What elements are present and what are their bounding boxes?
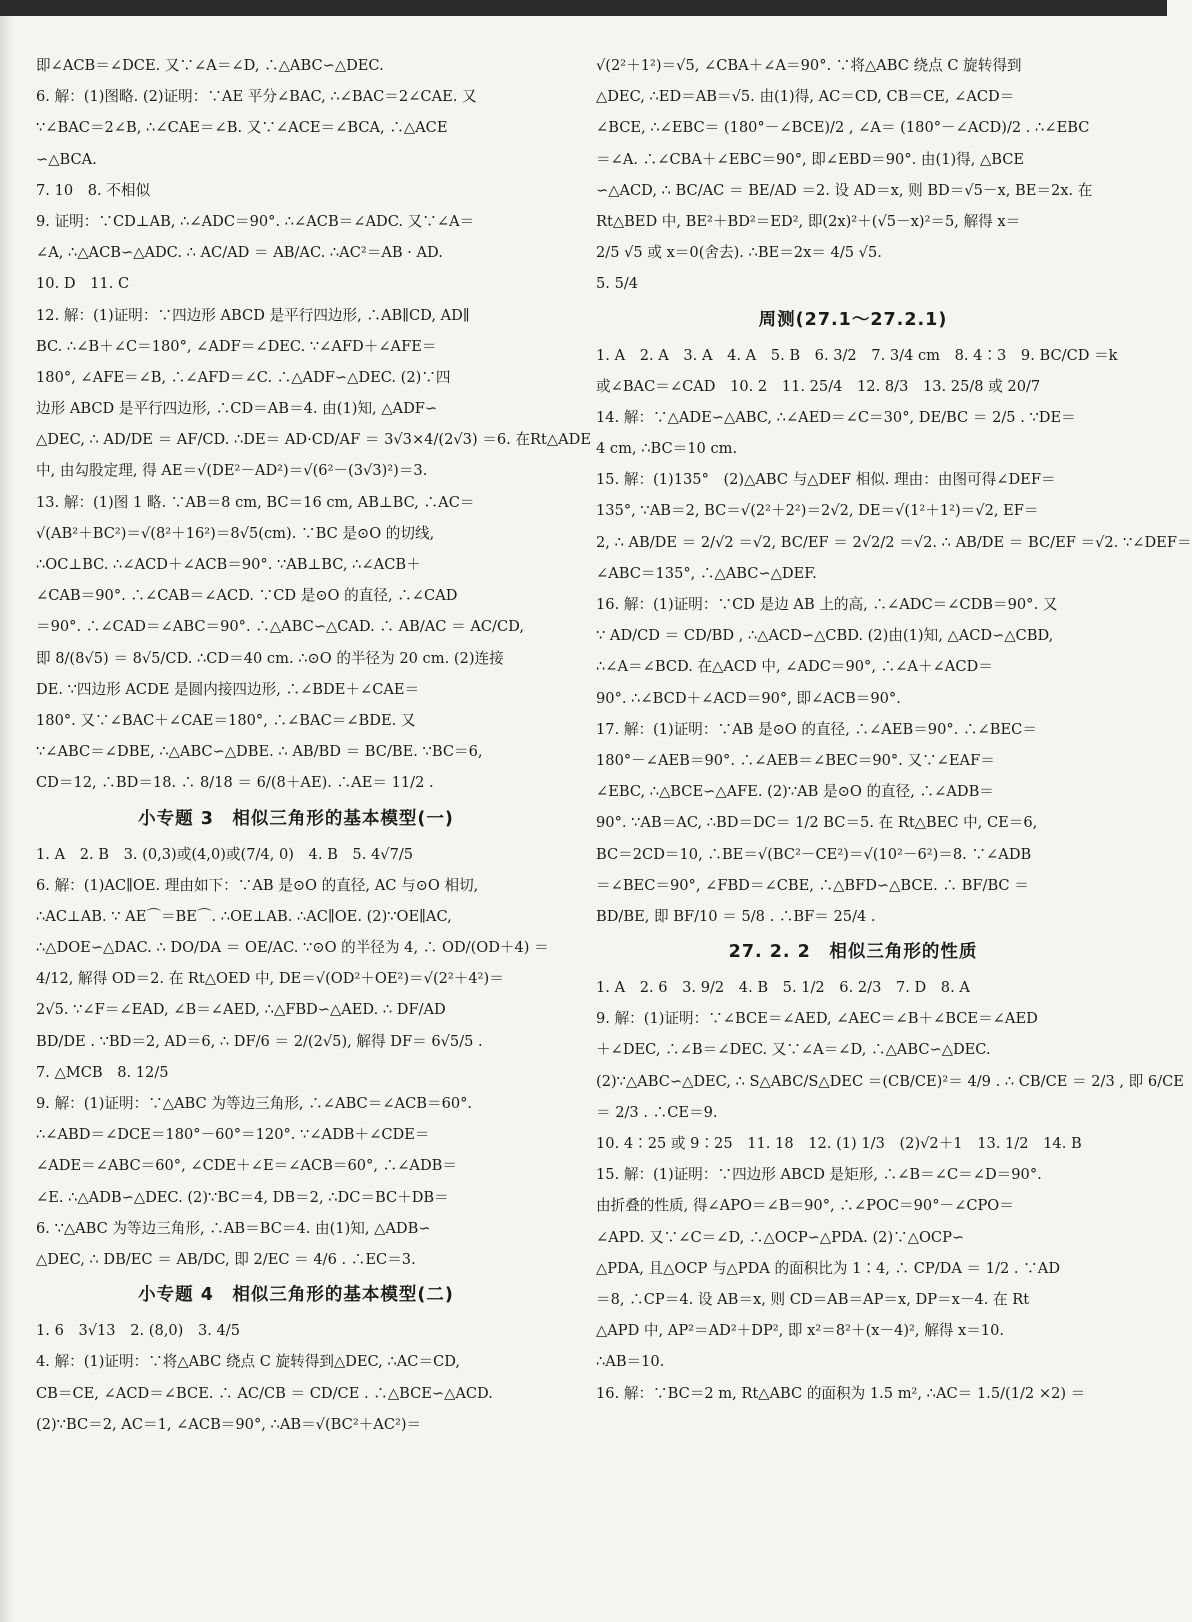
answer-line: 90°. ∵AB＝AC, ∴BD＝DC＝ 1/2 BC＝5. 在 Rt△BEC 中, CE＝6, [596, 814, 1038, 832]
answer-line: √(2²＋1²)＝√5, ∠CBA＋∠A＝90°. ∵将△ABC 绕点 C 旋转得到 [596, 57, 1022, 74]
answer-line: 1. 6 3√13 2. (8,0) 3. 4/5 [36, 1322, 240, 1340]
answer-line: 由折叠的性质, 得∠APO＝∠B＝90°, ∴∠POC＝90°－∠CPO＝ [596, 1197, 1014, 1215]
answer-line: 6. 解：(1)图略. (2)证明：∵AE 平分∠BAC, ∴∠BAC＝2∠CAE. 又 [36, 88, 477, 106]
answer-line: 即 8/(8√5) ＝ 8√5/CD. ∴CD＝40 cm. ∴⊙O 的半径为 20 cm. (2)连接 [36, 649, 504, 667]
answer-line: BC＝2CD＝10, ∴BE＝√(BC²－CE²)＝√(10²－6²)＝8. ∵∠ADB [596, 845, 1032, 863]
answer-line: 9. 解：(1)证明：∵∠BCE＝∠AED, ∠AEC＝∠B＋∠BCE＝∠AED [596, 1010, 1038, 1028]
answer-line: ＝8, ∴CP＝4. 设 AB＝x, 则 CD＝AB＝AP＝x, DP＝x－4. 在 Rt [596, 1290, 1030, 1308]
answer-line: (2)∵△ABC∽△DEC, ∴ S△ABC/S△DEC ＝(CB/CE)²＝ 4/9 . ∴ CB/CE ＝ 2/3 , 即 6/CE [596, 1072, 1184, 1090]
answer-line: 7. 10 8. 不相似 [36, 181, 151, 199]
answer-line: △PDA, 且△OCP 与△PDA 的面积比为 1∶4, ∴ CP/DA ＝ 1/2 . ∵AD [596, 1259, 1061, 1277]
answer-line: BD/DE . ∵BD＝2, AD＝6, ∴ DF/6 ＝ 2/(2√5), 解得 DF＝ 6√5/5 . [36, 1032, 483, 1050]
answer-line: ∠APD. 又∵∠C＝∠D, ∴△OCP∽△PDA. (2)∵△OCP∽ [596, 1228, 965, 1246]
answer-line: 17. 解：(1)证明：∵AB 是⊙O 的直径, ∴∠AEB＝90°. ∴∠BEC＝ [596, 720, 1037, 738]
answer-line: 6. 解：(1)AC∥OE. 理由如下：∵AB 是⊙O 的直径, AC 与⊙O 相切, [36, 876, 479, 894]
answer-line: ∴△DOE∽△DAC. ∴ DO/DA ＝ OE/AC. ∵⊙O 的半径为 4, ∴ OD/(OD＋4) ＝ [36, 939, 549, 957]
answer-line: Rt△BED 中, BE²＋BD²＝ED², 即(2x)²＋(√5－x)²＝5, 解得 x＝ [596, 212, 1021, 230]
section-heading: 27. 2. 2 相似三角形的性质 [728, 942, 978, 963]
answer-line: △DEC, ∴ AD/DE ＝ AF/CD. ∴DE＝ AD·CD/AF ＝ 3√3×4/(2√3) ＝6. 在Rt△ADE [36, 431, 591, 449]
answer-line: ＝∠BEC＝90°, ∠FBD＝∠CBE, ∴△BFD∽△BCE. ∴ BF/BC ＝ [596, 876, 1029, 894]
answer-line: 或∠BAC＝∠CAD 10. 2 11. 25/4 12. 8/3 13. 25/8 或 20/7 [596, 377, 1041, 395]
answer-line: 180°, ∠AFE＝∠B, ∴∠AFD＝∠C. ∴△ADF∽△DEC. (2)∵四 [36, 368, 451, 386]
answer-line: ∠E. ∴△ADB∽△DEC. (2)∵BC＝4, DB＝2, ∴DC＝BC＋DB＝ [36, 1188, 449, 1206]
answer-line: ∴AB＝10. [596, 1353, 665, 1371]
answer-line: ＝90°. ∴∠CAD＝∠ABC＝90°. ∴△ABC∽△CAD. ∴ AB/AC ＝ AC/CD, [36, 618, 524, 636]
answer-line: 2/5 √5 或 x＝0(舍去). ∴BE＝2x＝ 4/5 √5. [596, 244, 882, 262]
answer-line: ＝ 2/3 . ∴CE＝9. [596, 1103, 718, 1121]
answer-line: 16. 解：∵BC＝2 m, Rt△ABC 的面积为 1.5 m², ∴AC＝ 1.5/(1/2 ×2) ＝ [596, 1384, 1086, 1402]
answer-line: 边形 ABCD 是平行四边形, ∴CD＝AB＝4. 由(1)知, △ADF∽ [36, 400, 438, 418]
answer-line: ∠A, ∴△ACB∽△ADC. ∴ AC/AD ＝ AB/AC. ∴AC²＝AB · AD. [36, 244, 443, 262]
answer-line: ∽△BCA. [36, 150, 97, 168]
answer-line: ∠EBC, ∴△BCE∽△AFE. (2)∵AB 是⊙O 的直径, ∴∠ADB＝ [596, 783, 994, 801]
answer-line: ∠CAB＝90°. ∴∠CAB＝∠ACD. ∵CD 是⊙O 的直径, ∴∠CAD [36, 587, 458, 605]
answer-line: 90°. ∴∠BCD＋∠ACD＝90°, 即∠ACB＝90°. [596, 689, 901, 707]
answer-line: 10. D 11. C [36, 275, 130, 293]
answer-line: ∵∠ABC＝∠DBE, ∴△ABC∽△DBE. ∴ AB/BD ＝ BC/BE. ∵BC＝6, [36, 743, 483, 761]
answer-line: 14. 解：∵△ADE∽△ABC, ∴∠AED＝∠C＝30°, DE/BC ＝ 2/5 . ∵DE＝ [596, 408, 1076, 426]
answer-line: △DEC, ∴ DB/EC ＝ AB/DC, 即 2/EC ＝ 4/6 . ∴EC＝3. [36, 1250, 416, 1268]
answer-line: 9. 证明：∵CD⊥AB, ∴∠ADC＝90°. ∴∠ACB＝∠ADC. 又∵∠A＝ [36, 212, 475, 230]
answer-line: ∽△ACD, ∴ BC/AC ＝ BE/AD ＝2. 设 AD＝x, 则 BD＝√5－x, BE＝2x. 在 [596, 181, 1093, 199]
answer-line: 4. 解：(1)证明：∵将△ABC 绕点 C 旋转得到△DEC, ∴AC＝CD, [36, 1353, 461, 1371]
answer-line: ∴∠ABD＝∠DCE＝180°－60°＝120°. ∵∠ADB＋∠CDE＝ [36, 1126, 430, 1144]
answer-line: ∠BCE, ∴∠EBC＝ (180°－∠BCE)/2 , ∠A＝ (180°－∠ACD)/2 . ∴∠EBC [596, 119, 1090, 137]
answer-line: 1. A 2. 6 3. 9/2 4. B 5. 1/2 6. 2/3 7. D 8. A [596, 979, 970, 997]
answer-line: CB＝CE, ∠ACD＝∠BCE. ∴ AC/CB ＝ CD/CE . ∴△BCE∽△ACD. [36, 1384, 493, 1402]
answer-line: ∠ADE＝∠ABC＝60°, ∠CDE＋∠E＝∠ACB＝60°, ∴∠ADB＝ [36, 1157, 457, 1175]
answer-line: 12. 解：(1)证明：∵四边形 ABCD 是平行四边形, ∴AB∥CD, AD∥ [36, 306, 470, 324]
answer-line: ＋∠DEC, ∴∠B＝∠DEC. 又∵∠A＝∠D, ∴△ABC∽△DEC. [596, 1041, 991, 1059]
scan-top-border [0, 0, 1167, 16]
answer-line: ∵∠BAC＝2∠B, ∴∠CAE＝∠B. 又∵∠ACE＝∠BCA, ∴△ACE [36, 119, 448, 137]
answer-line: 2, ∴ AB/DE ＝ 2/√2 ＝√2, BC/EF ＝ 2√2/2 ＝√2. ∴ AB/DE ＝ BC/EF ＝√2. ∵∠DEF＝ [596, 533, 1192, 551]
answer-line: 即∠ACB＝∠DCE. 又∵∠A＝∠D, ∴△ABC∽△DEC. [36, 57, 384, 74]
answer-line: 2√5. ∵∠F＝∠EAD, ∠B＝∠AED, ∴△FBD∽△AED. ∴ DF/AD [36, 1001, 446, 1019]
answer-line: (2)∵BC＝2, AC＝1, ∠ACB＝90°, ∴AB＝√(BC²＋AC²)＝ [36, 1415, 422, 1433]
answer-line: ∴OC⊥BC. ∴∠ACD＋∠ACB＝90°. ∵AB⊥BC, ∴∠ACB＋ [36, 556, 421, 573]
answer-line: 135°, ∵AB＝2, BC＝√(2²＋2²)＝2√2, DE＝√(1²＋1²)＝√2, EF＝ [596, 502, 1039, 520]
answer-line: 180°. 又∵∠BAC＋∠CAE＝180°, ∴∠BAC＝∠BDE. 又 [36, 711, 416, 729]
section-heading: 小专题 4 相似三角形的基本模型(二) [138, 1285, 454, 1306]
answer-line: BC. ∴∠B＋∠C＝180°, ∠ADF＝∠DEC. ∵∠AFD＋∠AFE＝ [36, 337, 437, 355]
answer-line: ∠ABC＝135°, ∴△ABC∽△DEF. [596, 564, 817, 582]
answer-line: BD/BE, 即 BF/10 ＝ 5/8 . ∴BF＝ 25/4 . [596, 907, 876, 925]
answer-line: 1. A 2. A 3. A 4. A 5. B 6. 3/2 7. 3/4 cm 8. 4∶3 9. BC/CD ＝k [596, 346, 1118, 364]
answer-line: △DEC, ∴ED＝AB＝√5. 由(1)得, AC＝CD, CB＝CE, ∠ACD＝ [596, 88, 1015, 106]
answer-line: 15. 解：(1)证明：∵四边形 ABCD 是矩形, ∴∠B＝∠C＝∠D＝90°. [596, 1166, 1042, 1184]
answer-line: CD＝12, ∴BD＝18. ∴ 8/18 ＝ 6/(8＋AE). ∴AE＝ 11/2 . [36, 774, 434, 792]
answer-line: △APD 中, AP²＝AD²＋DP², 即 x²＝8²＋(x－4)², 解得 x＝10. [596, 1322, 1005, 1340]
answer-line: 中, 由勾股定理, 得 AE＝√(DE²－AD²)＝√(6²－(3√3)²)＝3. [36, 462, 428, 480]
answer-line: ∵ AD/CD ＝ CD/BD , ∴△ACD∽△CBD. (2)由(1)知, △ACD∽△CBD, [596, 627, 1054, 645]
answer-line: 4/12, 解得 OD＝2. 在 Rt△OED 中, DE＝√(OD²＋OE²)＝√(2²＋4²)＝ [36, 970, 504, 988]
right-column [596, 50, 1192, 1409]
answer-line: 10. 4∶25 或 9∶25 11. 18 12. (1) 1/3 (2)√2＋1 13. 1/2 14. B [596, 1135, 1082, 1152]
answer-line: 7. △MCB 8. 12/5 [36, 1063, 169, 1081]
answer-line: 180°－∠AEB＝90°. ∴∠AEB＝∠BEC＝90°. 又∵∠EAF＝ [596, 751, 995, 769]
answer-line: DE. ∵四边形 ACDE 是圆内接四边形, ∴∠BDE＋∠CAE＝ [36, 680, 420, 698]
section-heading: 周测(27.1～27.2.1) [758, 309, 948, 330]
page-spine-shadow [0, 16, 14, 1622]
answer-line: 5. 5/4 [596, 275, 639, 293]
answer-line: 13. 解：(1)图 1 略. ∵AB＝8 cm, BC＝16 cm, AB⊥BC, ∴AC＝ [36, 493, 475, 511]
answer-line: 16. 解：(1)证明：∵CD 是边 AB 上的高, ∴∠ADC＝∠CDB＝90°. 又 [596, 596, 1058, 613]
answer-line: ∴∠A＝∠BCD. 在△ACD 中, ∠ADC＝90°, ∴∠A＋∠ACD＝ [596, 658, 993, 676]
answer-line: ＝∠A. ∴∠CBA＋∠EBC＝90°, 即∠EBD＝90°. 由(1)得, △BCE [596, 150, 1025, 168]
answer-line: 6. ∵△ABC 为等边三角形, ∴AB＝BC＝4. 由(1)知, △ADB∽ [36, 1219, 431, 1237]
answer-line: ∴AC⊥AB. ∵ AE⌒＝BE⌒. ∴OE⊥AB. ∴AC∥OE. (2)∵OE∥AC, [36, 907, 452, 925]
section-heading: 小专题 3 相似三角形的基本模型(一) [138, 808, 454, 829]
left-column [36, 50, 591, 1440]
answer-line: 15. 解：(1)135° (2)△ABC 与△DEF 相似. 理由：由图可得∠DEF＝ [596, 471, 1056, 489]
answer-line: √(AB²＋BC²)＝√(8²＋16²)＝8√5(cm). ∵BC 是⊙O 的切线, [36, 524, 435, 542]
answer-line: 4 cm, ∴BC＝10 cm. [596, 440, 738, 458]
answer-line: 9. 解：(1)证明：∵△ABC 为等边三角形, ∴∠ABC＝∠ACB＝60°. [36, 1095, 473, 1112]
answer-line: 1. A 2. B 3. (0,3)或(4,0)或(7/4, 0) 4. B 5. 4√7/5 [36, 845, 414, 863]
